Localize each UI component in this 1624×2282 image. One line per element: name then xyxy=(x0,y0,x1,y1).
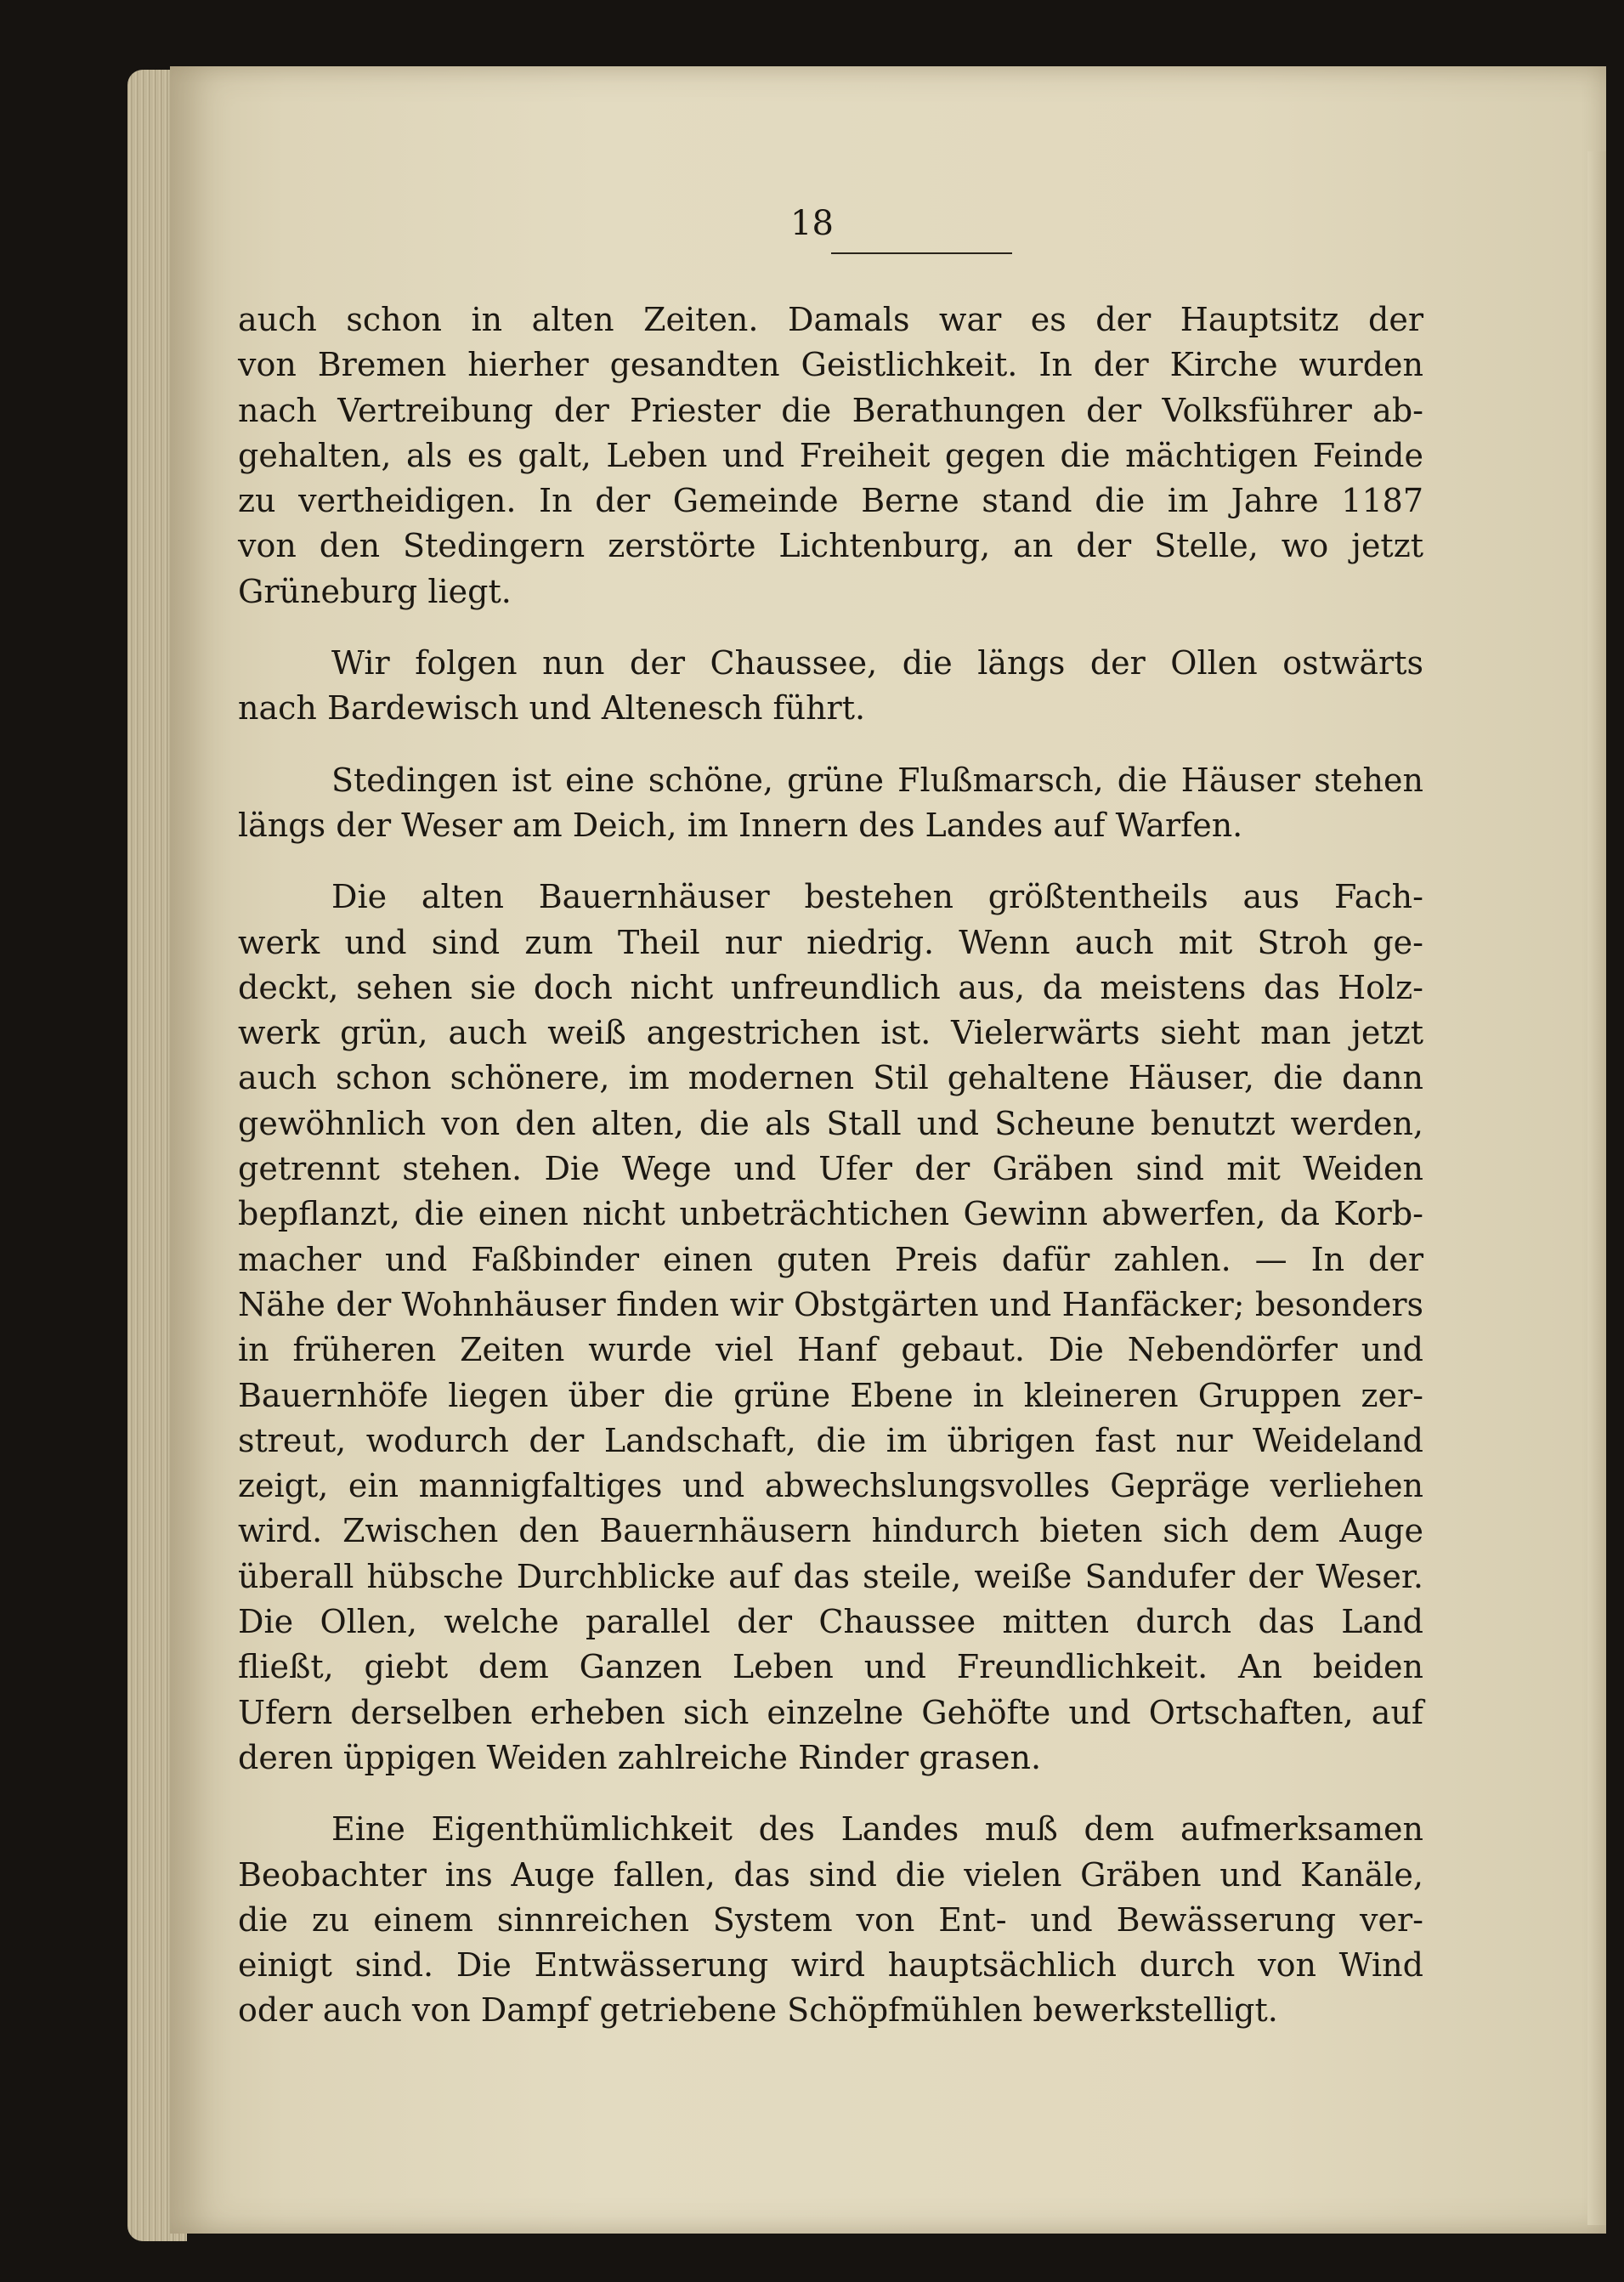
text-line: auch schon in alten Zeiten. Damals war es der Hauptsitz der xyxy=(238,301,1423,338)
text-line: deren üppigen Weiden zahlreiche Rinder grasen. xyxy=(238,1738,1042,1776)
text-line: getrennt stehen. Die Wege und Ufer der Gräben sind mit Weiden xyxy=(238,1150,1423,1188)
paragraph-gap xyxy=(238,848,1423,875)
text-line: bepflanzt, die einen nicht unbeträchtichen Gewinn abwerfen, da Korb- xyxy=(238,1195,1423,1233)
text-line: längs der Weser am Deich, im Innern des Landes auf Warfen. xyxy=(238,806,1243,844)
text-line: Die alten Bauernhäuser bestehen größtentheils aus Fach- xyxy=(331,878,1423,916)
text-line: nach Vertreibung der Priester die Berathungen der Volksführer ab- xyxy=(238,391,1423,429)
text-line: auch schon schönere, im modernen Stil gehaltene Häuser, die dann xyxy=(238,1059,1423,1097)
text-line: deckt, sehen sie doch nicht unfreundlich aus, da meistens das Holz- xyxy=(238,968,1423,1006)
text-line: Stedingen ist eine schöne, grüne Flußmarsch, die Häuser stehen xyxy=(331,761,1423,799)
text-line: die zu einem sinnreichen System von Ent- und Bewässerung ver- xyxy=(238,1900,1423,1939)
text-line: von Bremen hierher gesandten Geistlichkeit. In der Kirche wurden xyxy=(238,346,1423,384)
text-line: werk grün, auch weiß angestrichen ist. Vielerwärts sieht man jetzt xyxy=(238,1014,1423,1052)
text-line: in früheren Zeiten wurde viel Hanf gebaut. Die Nebendörfer und xyxy=(238,1331,1423,1369)
paragraph-gap xyxy=(238,732,1423,758)
text-line: macher und Faßbinder einen guten Preis dafür zahlen. — In der xyxy=(238,1240,1423,1278)
paragraph xyxy=(238,641,1423,732)
paragraph xyxy=(238,758,1423,849)
text-line: Ufern derselben erheben sich einzelne Gehöfte und Ortschaften, auf xyxy=(238,1693,1423,1731)
text-line: wird. Zwischen den Bauernhäusern hindurch bieten sich dem Auge xyxy=(238,1512,1423,1550)
text-line: werk und sind zum Theil nur niedrig. Wenn auch mit Stroh ge- xyxy=(238,923,1423,961)
paragraph-gap xyxy=(238,614,1423,641)
text-line: überall hübsche Durchblicke auf das steile, weiße Sandufer der Weser. xyxy=(238,1557,1423,1595)
facing-page-edge xyxy=(1587,151,1606,2225)
paragraph xyxy=(238,875,1423,1781)
text-line: streut, wodurch der Landschaft, die im übrigen fast nur Weideland xyxy=(238,1421,1423,1459)
text-line: gehalten, als es galt, Leben und Freiheit gegen die mächtigen Feinde xyxy=(238,436,1423,474)
page-number: 18 xyxy=(790,204,834,243)
text-line: oder auch von Dampf getriebene Schöpfmühlen bewerkstelligt. xyxy=(238,1991,1278,2030)
text-line: Beobachter ins Auge fallen, das sind die vielen Gräben und Kanäle, xyxy=(238,1855,1423,1894)
page-number-rule xyxy=(831,252,1012,254)
text-line: nach Bardewisch und Altenesch führt. xyxy=(238,689,866,728)
text-line: gewöhnlich von den alten, die als Stall und Scheune benutzt werden, xyxy=(238,1104,1423,1142)
text-line: einigt sind. Die Entwässerung wird hauptsächlich durch von Wind xyxy=(238,1946,1423,1985)
body-text xyxy=(238,297,1423,2034)
text-line: fließt, giebt dem Ganzen Leben und Freundlichkeit. An beiden xyxy=(238,1648,1423,1686)
text-line: Bauernhöfe liegen über die grüne Ebene in kleineren Gruppen zer- xyxy=(238,1376,1423,1414)
text-line: Grüneburg liegt. xyxy=(238,572,512,610)
paragraph-gap xyxy=(238,1781,1423,1807)
paragraph xyxy=(238,297,1423,614)
text-line: zeigt, ein mannigfaltiges und abwechslungsvolles Gepräge verliehen xyxy=(238,1467,1423,1505)
text-line: Die Ollen, welche parallel der Chaussee mitten durch das Land xyxy=(238,1603,1423,1641)
text-line: Wir folgen nun der Chaussee, die längs der Ollen ostwärts xyxy=(331,644,1423,682)
text-line: zu vertheidigen. In der Gemeinde Berne stand die im Jahre 1187 xyxy=(238,482,1423,520)
text-line: Nähe der Wohnhäuser finden wir Obstgärten und Hanfäcker; besonders xyxy=(238,1285,1423,1323)
text-line: Eine Eigenthümlichkeit des Landes muß dem aufmerksamen xyxy=(331,1810,1423,1849)
text-line: von den Stedingern zerstörte Lichtenburg, an der Stelle, wo jetzt xyxy=(238,527,1423,565)
paragraph xyxy=(238,1807,1423,2033)
